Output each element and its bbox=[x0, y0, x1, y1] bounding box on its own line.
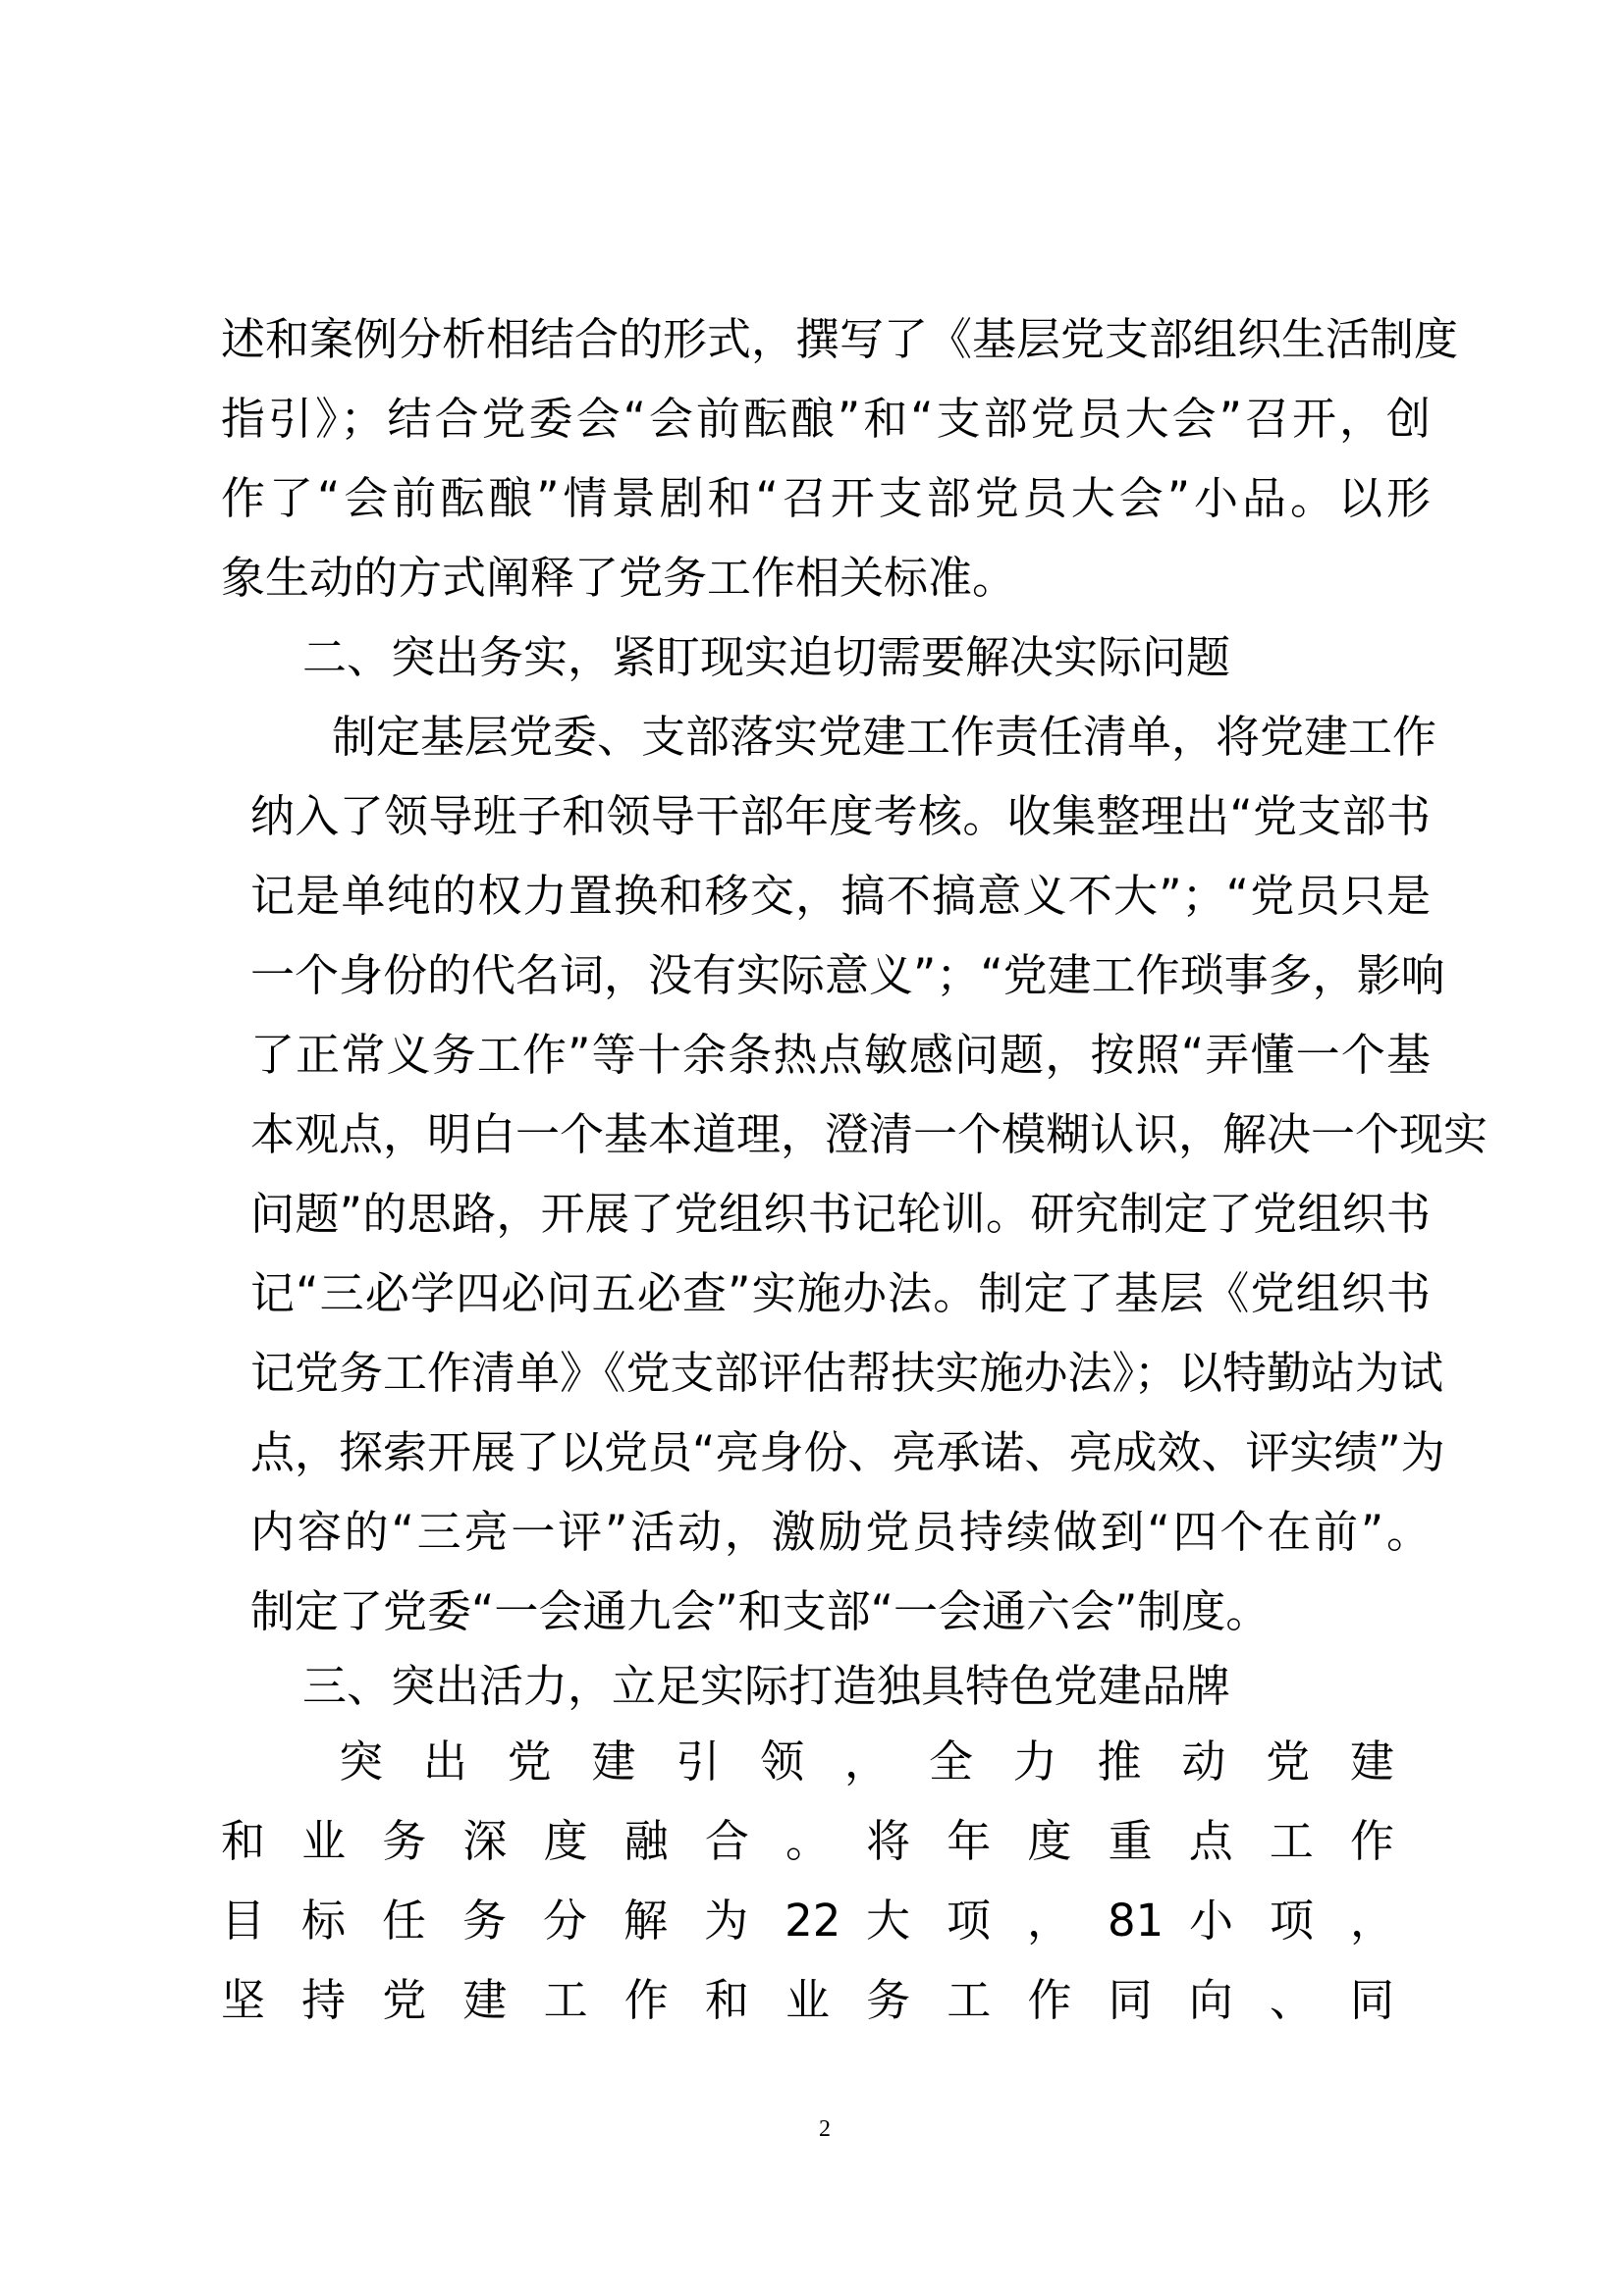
text-line: 制定基层党委、支部落实党建工作责任清单，将党建工作 bbox=[332, 711, 1437, 763]
text-line: 记党务工作清单》《党支部评估帮扶实施办法》；以特勤站为试 bbox=[250, 1347, 1444, 1399]
text-line: 坚 持 党 建 工 作 和 业 务 工 作 同 向 、 同 bbox=[221, 1974, 1394, 2026]
text-line: 制定了党委“一会通九会”和支部“一会通六会”制度。 bbox=[250, 1585, 1271, 1637]
text-line: 一个身份的代名词，没有实际意义”；“党建工作琐事多，影响 bbox=[250, 949, 1445, 1001]
text-line: 和 业 务 深 度 融 合 。 将 年 度 重 点 工 作 bbox=[221, 1815, 1394, 1867]
text-line: 点，探索开展了以党员“亮身份、亮承诺、亮成效、评实绩”为 bbox=[250, 1426, 1445, 1478]
text-line: 记是单纯的权力置换和移交，搞不搞意义不大”；“党员只是 bbox=[250, 870, 1431, 922]
text-line: 纳入了领导班子和领导干部年度考核。收集整理出“党支部书 bbox=[250, 790, 1431, 842]
text-line: 记“三必学四必问五必查”实施办法。制定了基层《党组织书 bbox=[250, 1267, 1431, 1319]
text-line: 内容的“三亮一评”活动，激励党员持续做到“四个在前”。 bbox=[250, 1506, 1431, 1558]
text-line: 目 标 任 务 分 解 为 22 大 项 ， 81 小 项 ， bbox=[221, 1895, 1394, 1947]
text-line: 作了“会前酝酿”情景剧和“召开支部党员大会”小品。以形 bbox=[221, 472, 1431, 524]
page-number: 2 bbox=[819, 2116, 831, 2142]
paragraph-1 bbox=[221, 299, 1459, 617]
text-line: 本观点，明白一个基本道理，澄清一个模糊认识，解决一个现实 bbox=[250, 1108, 1489, 1160]
text-line: 了正常义务工作”等十余条热点敏感问题，按照“弄懂一个基 bbox=[250, 1029, 1431, 1081]
paragraph-2 bbox=[250, 697, 1489, 1651]
text-line: 述和案例分析相结合的形式，撰写了《基层党支部组织生活制度 bbox=[221, 313, 1459, 365]
section-heading-2: 二、突出务实，紧盯现实迫切需要解决实际问题 bbox=[302, 631, 1231, 683]
section-heading-3: 三、突出活力，立足实际打造独具特色党建品牌 bbox=[302, 1660, 1231, 1712]
text-line: 指引》；结合党委会“会前酝酿”和“支部党员大会”召开，创 bbox=[221, 393, 1431, 445]
text-line: 象生动的方式阐释了党务工作相关标准。 bbox=[221, 552, 1017, 604]
paragraph-3 bbox=[221, 1722, 1394, 2040]
text-line: 突 出 党 建 引 领 ， 全 力 推 动 党 建 bbox=[339, 1735, 1394, 1788]
text-line: 问题”的思路，开展了党组织书记轮训。研究制定了党组织书 bbox=[250, 1188, 1431, 1240]
